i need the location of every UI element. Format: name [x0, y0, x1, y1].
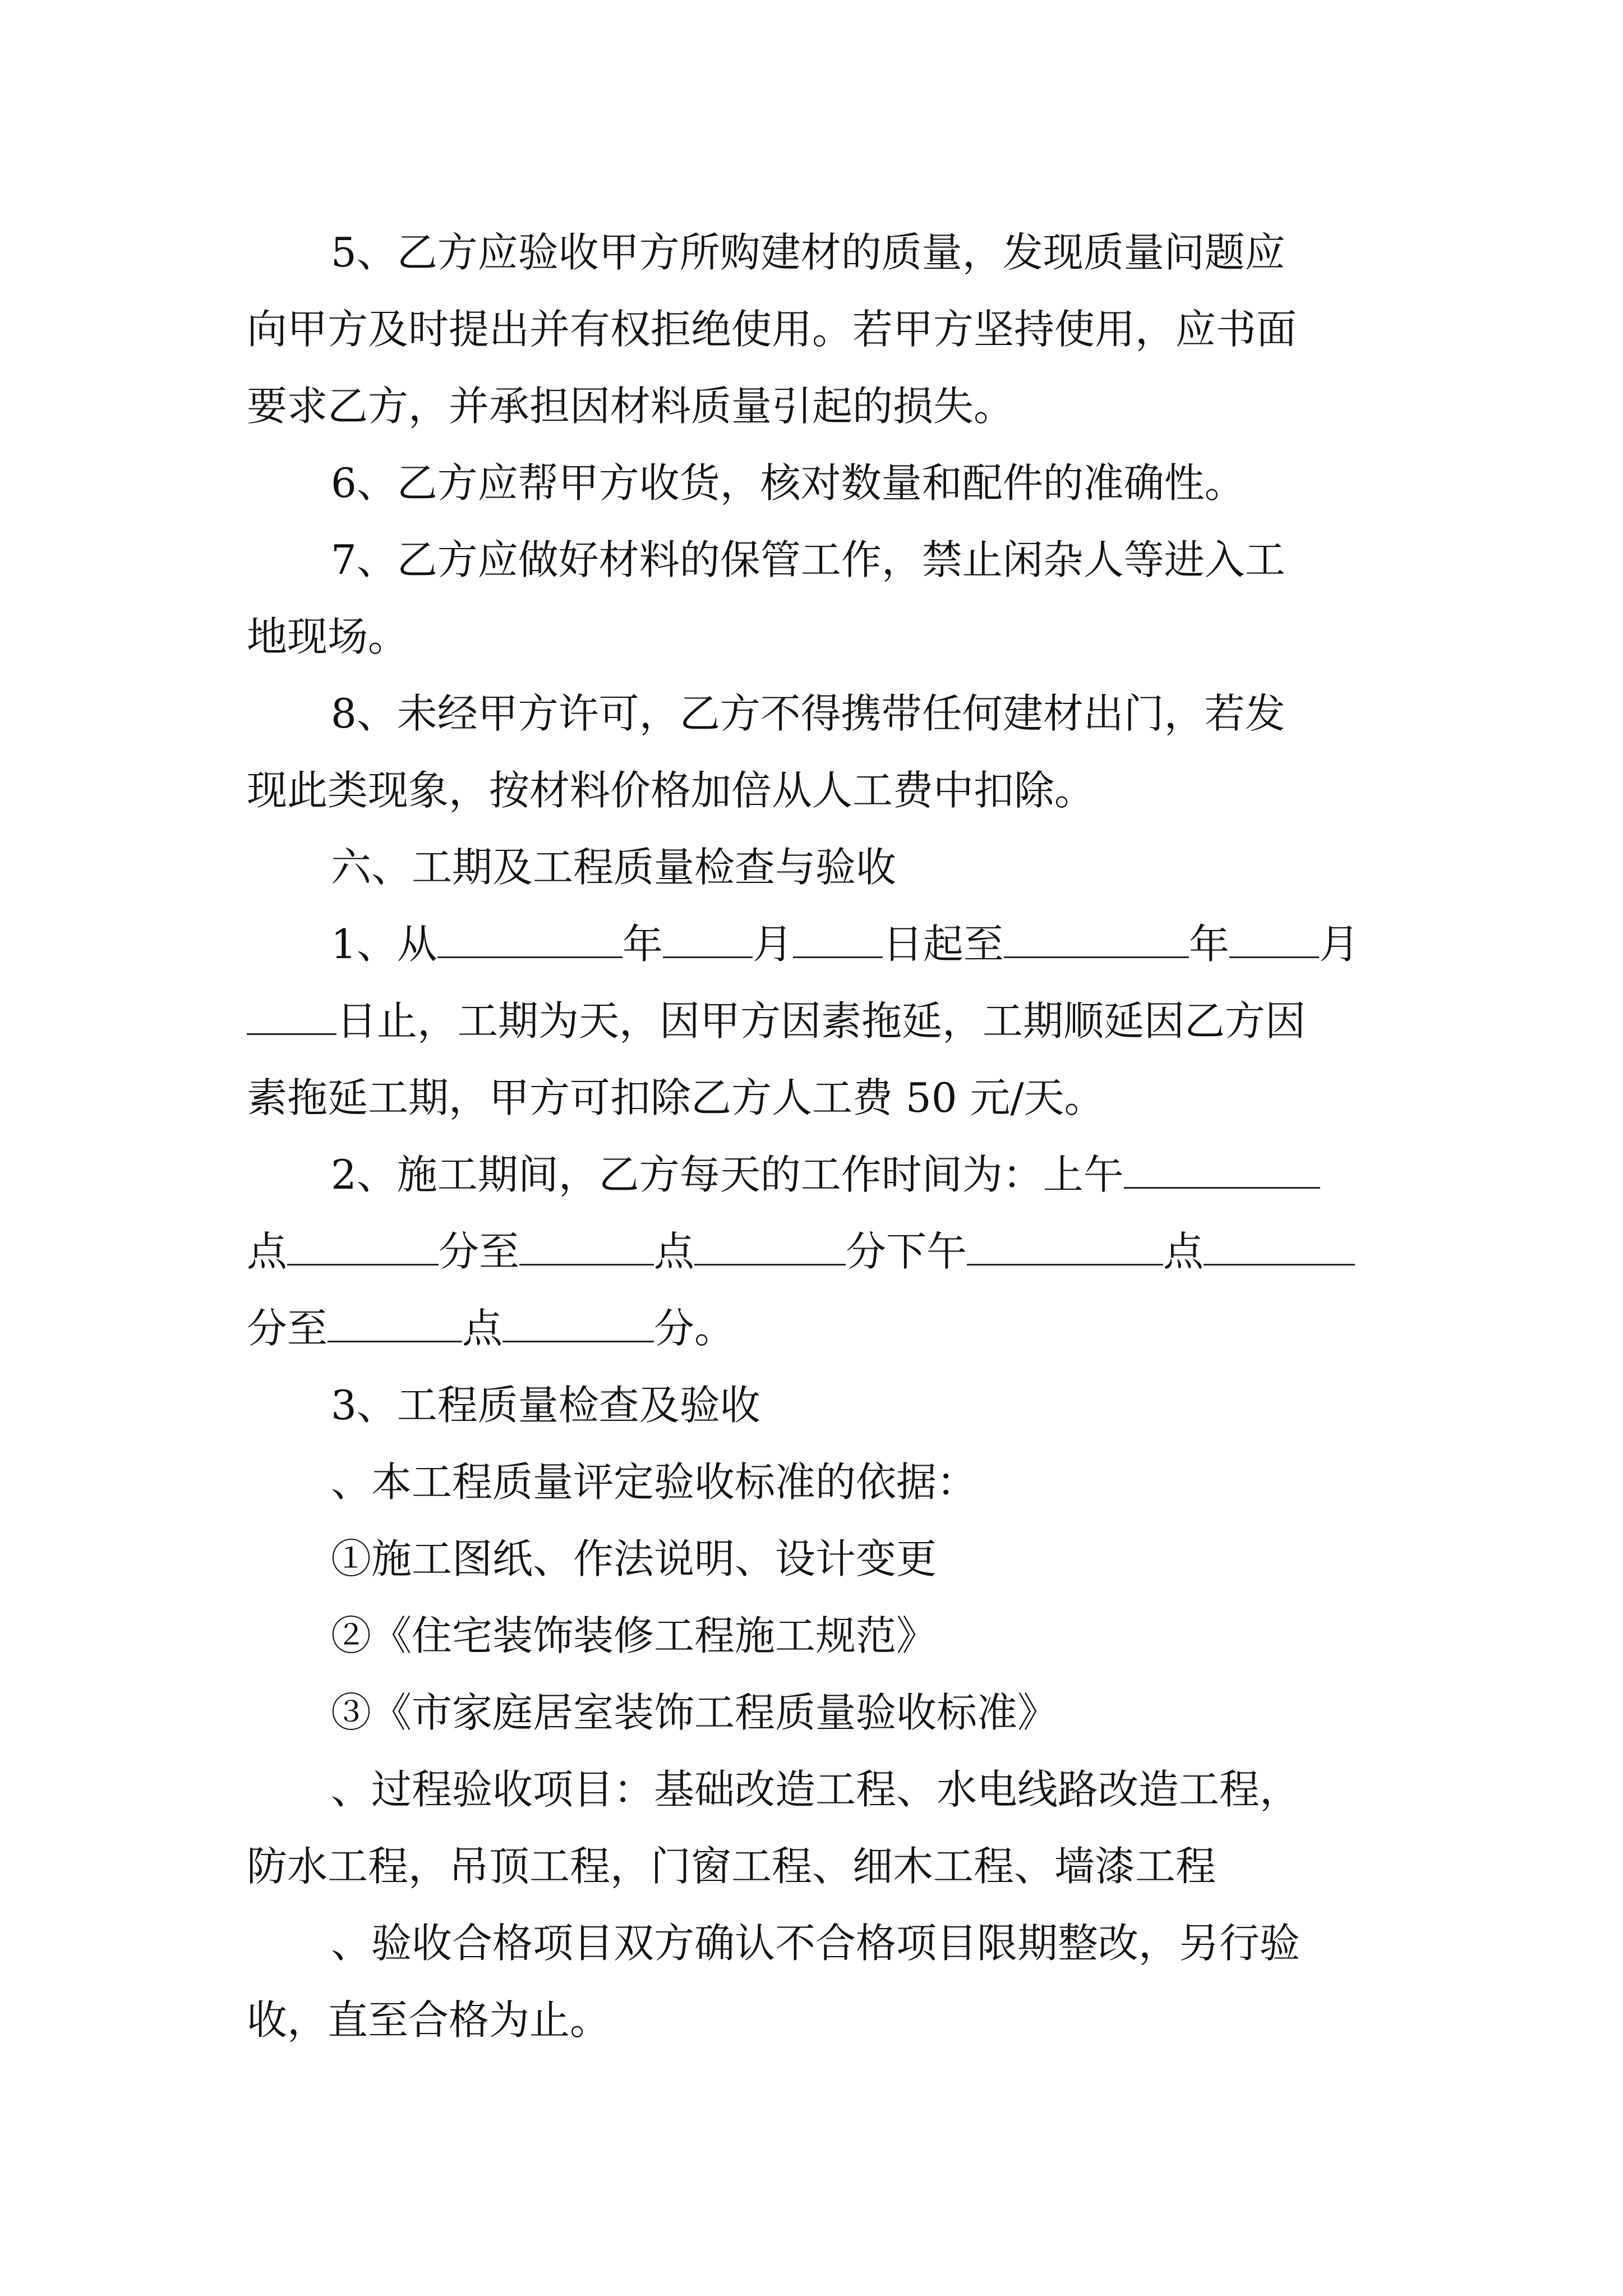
blank-end-year[interactable] — [1004, 922, 1189, 958]
schedule-month-label-2: 月 — [1318, 921, 1359, 968]
schedule-lead: 1、从 — [331, 921, 437, 968]
worktime-fen-xiawu: 分下午 — [846, 1228, 967, 1275]
schedule-year-label-2: 年 — [1188, 921, 1229, 968]
blank-start-day[interactable] — [793, 922, 883, 958]
schedule-line — [247, 906, 1385, 983]
paragraph-clause-6: 6、乙方应帮甲方收货，核对数量和配件的准确性。 — [331, 459, 1245, 507]
list-item-standard-2: ②《住宅装饰装修工程施工规范》 — [331, 1612, 937, 1659]
schedule-year-label: 年 — [622, 921, 663, 968]
schedule-cont-text: 日止，工期为天，因甲方因素拖延，工期顺延因乙方因 — [336, 997, 1306, 1045]
schedule-line-cont — [247, 983, 1385, 1060]
paragraph-clause-5: 5、乙方应验收甲方所购建材的质量，发现质量问题应 — [331, 229, 1285, 276]
worktime-fen-end: 分。 — [654, 1305, 735, 1352]
list-item-standard-1: ①施工图纸、作法说明、设计变更 — [331, 1535, 937, 1582]
paragraph-clause-5-cont-1: 向甲方及时提出并有权拒绝使用。若甲方坚持使用，应书面 — [247, 306, 1297, 353]
worktime-dian-2: 点 — [654, 1228, 695, 1275]
list-item-standard-3: ③《市家庭居室装饰工程质量验收标准》 — [331, 1689, 1058, 1736]
blank-end-day[interactable] — [247, 999, 336, 1035]
blank-pm-end-minute[interactable] — [502, 1306, 654, 1342]
paragraph-clause-5-cont-2: 要求乙方，并承担因材料质量引起的损失。 — [247, 383, 1015, 430]
schedule-month-label: 月 — [752, 921, 793, 968]
worktime-line-cont-2 — [247, 1290, 1385, 1367]
paragraph-process-items: 、过程验收项目：基础改造工程、水电线路改造工程， — [331, 1766, 1301, 1813]
paragraph-clause-7: 7、乙方应做好材料的保管工作，禁止闲杂人等进入工 — [331, 536, 1285, 583]
blank-am-end-minute[interactable] — [694, 1229, 846, 1266]
blank-am-end-hour[interactable] — [519, 1229, 654, 1266]
document-body — [247, 214, 1385, 2059]
schedule-line-cont-2: 素拖延工期，甲方可扣除乙方人工费 50 元/天。 — [247, 1074, 1105, 1121]
worktime-lead: 2、施工期间，乙方每天的工作时间为：上午 — [331, 1151, 1124, 1198]
worktime-line-cont — [247, 1213, 1385, 1290]
worktime-dian-3: 点 — [1163, 1228, 1204, 1275]
paragraph-acceptance: 、验收合格项目双方确认不合格项目限期整改，另行验 — [331, 1920, 1301, 1967]
subheading-quality-inspection: 3、工程质量检查及验收 — [331, 1382, 760, 1429]
blank-pm-end-hour[interactable] — [328, 1306, 462, 1342]
worktime-fen-zhi: 分至 — [439, 1228, 520, 1275]
paragraph-acceptance-cont: 收，直至合格为止。 — [247, 1996, 611, 2044]
schedule-day-from-label: 日起至 — [882, 921, 1004, 968]
paragraph-clause-8: 8、未经甲方许可，乙方不得携带任何建材出门，若发 — [331, 690, 1285, 737]
worktime-dian-4: 点 — [462, 1305, 503, 1352]
blank-start-month[interactable] — [663, 922, 753, 958]
worktime-fen-zhi-2: 分至 — [247, 1305, 328, 1352]
section-heading-6: 六、工期及工程质量检查与验收 — [331, 844, 897, 891]
worktime-line — [247, 1137, 1385, 1213]
paragraph-clause-8-cont: 现此类现象，按材料价格加倍从人工费中扣除。 — [247, 767, 1095, 814]
paragraph-standards-basis: 、本工程质量评定验收标准的依据： — [331, 1458, 978, 1506]
blank-am-minute[interactable] — [287, 1229, 439, 1266]
worktime-dian-1: 点 — [247, 1228, 288, 1275]
blank-end-month[interactable] — [1229, 922, 1319, 958]
blank-pm-minute[interactable] — [1204, 1229, 1355, 1266]
paragraph-clause-7-cont: 地现场。 — [247, 613, 409, 660]
blank-am-hour[interactable] — [1124, 1152, 1320, 1189]
blank-pm-hour[interactable] — [967, 1229, 1163, 1266]
blank-start-year[interactable] — [437, 922, 623, 958]
paragraph-process-items-cont: 防水工程，吊顶工程，门窗工程、细木工程、墙漆工程 — [247, 1843, 1216, 1890]
